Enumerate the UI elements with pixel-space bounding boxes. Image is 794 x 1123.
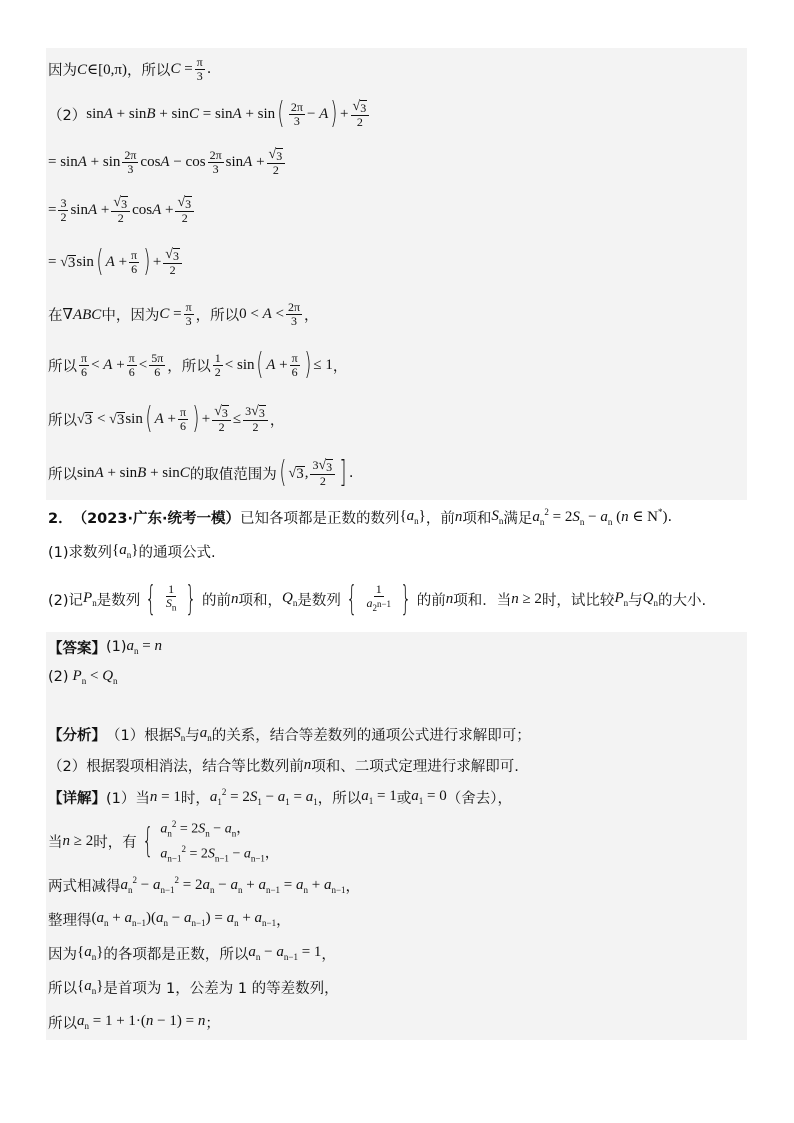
text: 所以 bbox=[48, 1015, 77, 1032]
text-line: = √ 3 sin ( A + $\frac{\pi}{6}$ ) + √ 3 2 bbox=[46, 234, 747, 290]
text: (1）当 bbox=[106, 790, 150, 807]
text-line: 所以 sinA + sinB + sinC 的取值范围为 ( √ 3 , 3 √ 3 2 ] . bbox=[46, 446, 747, 500]
problem-number: 2． bbox=[48, 510, 73, 527]
text: ，所以 bbox=[317, 790, 362, 807]
text-line: 因为 C∈[0,π) ，所以 C = $\frac{\pi}{3}$ . bbox=[46, 48, 747, 90]
text: 时，有 bbox=[93, 834, 137, 851]
text: 所以 bbox=[48, 466, 77, 483]
analysis-line: （2）根据裂项相消法，结合等比数列前 n 项和、二项式定理进行求解即可. bbox=[46, 750, 747, 780]
text-line: 在 ∇ABC 中，因为 C = $\frac{\pi}{3}$ ，所以 0 < A < $\frac{2\pi}{3}$ ， bbox=[46, 290, 747, 338]
text: 或 bbox=[396, 790, 412, 807]
text: ， bbox=[304, 307, 319, 324]
analysis-label: 【分析】 bbox=[48, 727, 106, 744]
text: (2) bbox=[48, 669, 69, 685]
text: ， bbox=[332, 358, 348, 375]
text: (1)求数列 bbox=[48, 544, 113, 561]
text: 已知各项都是正数的数列 bbox=[239, 510, 400, 527]
detail-line: 整理得 $(a_n + a_{n-1})(a_n - a_{n-1}) = a_n + a_{n-1}$ ， bbox=[46, 902, 747, 936]
detail-line: 所以 $a_n = 1 + 1\cdot(n - 1) = n$ ； bbox=[46, 1004, 747, 1040]
text: 是数列 bbox=[96, 592, 141, 609]
text-line: = sinA + sin $\frac{2\pi}{3}$ cosA − cos $\frac{2\pi}{3}$ sinA + √ 3 2 bbox=[46, 138, 747, 186]
text: . bbox=[348, 465, 354, 481]
text: 项和 bbox=[462, 510, 492, 527]
text: 与 bbox=[185, 727, 200, 744]
text: 是数列 bbox=[297, 592, 341, 609]
detail-line: 当 n ≥ 2 时，有 { $a_n^2 = 2S_n - a_n$， $a_{n-1}^2 = 2S_{n-1} - a_{n-1}$， bbox=[46, 814, 747, 868]
text: 中，因为 bbox=[101, 307, 160, 324]
text: （1）根据 bbox=[106, 727, 174, 744]
text: (1) bbox=[106, 639, 127, 655]
answer-label: 【答案】 bbox=[48, 640, 106, 657]
text: 的关系，结合等差数列的通项公式进行求解即可； bbox=[211, 727, 531, 744]
text: 所以 bbox=[48, 980, 77, 997]
detail-line: 【详解】 (1）当 n = 1 时， $a_1^2 = 2S_1 - a_1 = a_1$ ，所以 $a_1 = 1$ 或 $a_1 = 0$ （舍去）， bbox=[46, 780, 747, 814]
text: 是首项为 1，公差为 1 的等差数列， bbox=[103, 980, 339, 997]
text: 时， bbox=[180, 790, 210, 807]
text: ， bbox=[269, 412, 285, 429]
text: ，前 bbox=[425, 510, 455, 527]
question-2: (2)记 $P_n$ 是数列 { $\frac{1}{S_n}$ } 的前 n 项和， $Q_n$ 是数列 { $\frac{1}{a_{2^{n-1}}}$ } 的前 n 项和．当 n ≥ 2 时，试比较 $P_n$ 与 $Q_n$ 的大小. bbox=[46, 570, 747, 628]
answer-line: (2) $P_n < Q_n$ bbox=[46, 662, 747, 692]
text: ，所以 bbox=[195, 307, 240, 324]
problem-source: （2023·广东·统考一模） bbox=[72, 510, 240, 527]
text: 的前 bbox=[202, 592, 231, 609]
question-1: (1)求数列 $\{a_n\}$ 的通项公式. bbox=[46, 536, 747, 566]
text: 的各项都是正数，所以 bbox=[103, 946, 249, 963]
text: 两式相减得 bbox=[48, 878, 121, 895]
text: 项和， bbox=[238, 592, 282, 609]
text: ， bbox=[345, 878, 361, 895]
text: 与 bbox=[628, 592, 643, 609]
problem-header: 2． （2023·广东·统考一模） 已知各项都是正数的数列 $\{a_n\}$ ，前 n 项和 $S_n$ 满足 $a_n^2 = 2S_n - a_n$ (n ∈ N*) . bbox=[46, 502, 747, 532]
text: （舍去）， bbox=[446, 790, 512, 807]
text: ； bbox=[205, 1015, 220, 1032]
text: 项和．当 bbox=[453, 592, 512, 609]
text-line: 所以 $\frac{\pi}{6}$ < A + $\frac{\pi}{6}$ < $\frac{5\pi}{6}$ ，所以 $\frac{1}{2}$ < sin ( A + $\frac{\pi}{6}$ ) ≤ 1 ， bbox=[46, 338, 747, 392]
text: 的前 bbox=[416, 592, 446, 609]
text: 在 bbox=[48, 307, 63, 324]
spacer bbox=[46, 692, 747, 718]
text: （2）根据裂项相消法，结合等比数列前 bbox=[48, 758, 304, 775]
detail-line: 两式相减得 $a_n^2 - a_{n-1}^2 = 2a_n - a_n + a_{n-1} = a_n + a_{n-1}$ ， bbox=[46, 868, 747, 902]
text-line: 所以 √ 3 < √ 3 sin ( A + $\frac{\pi}{6}$ ) + √ 3 2 ≤ 3 √ 3 2 ， bbox=[46, 392, 747, 446]
text: 的大小. bbox=[657, 592, 707, 609]
detail-line: 所以 $\{a_n\}$ 是首项为 1，公差为 1 的等差数列， bbox=[46, 970, 747, 1004]
text: 所以 bbox=[48, 358, 77, 375]
text: ，所以 bbox=[126, 62, 171, 79]
text: . bbox=[667, 509, 673, 525]
answer-line: 【答案】 (1) $a_n = n$ bbox=[46, 632, 747, 662]
text: 的通项公式. bbox=[138, 544, 216, 561]
text: 时，试比较 bbox=[541, 592, 615, 609]
text: ， bbox=[276, 912, 291, 929]
text: 项和、二项式定理进行求解即可. bbox=[311, 758, 519, 775]
text: 满足 bbox=[503, 510, 533, 527]
analysis-line: 【分析】 （1）根据 $S_n$ 与 $a_n$ 的关系，结合等差数列的通项公式进行求解即可； bbox=[46, 718, 747, 750]
text: ，所以 bbox=[167, 358, 211, 375]
text: ， bbox=[321, 946, 336, 963]
text: 因为 bbox=[48, 62, 77, 79]
text-line: （2） sinA + sinB + sinC = sinA + sin ( $\frac{2\pi}{3}$ − A ) + √ 3 2 bbox=[46, 90, 747, 138]
text: 因为 bbox=[48, 946, 77, 963]
text: （2） bbox=[48, 107, 87, 124]
text-line: = $\frac{3}{2}$ sinA + √ 3 2 cosA + √ 3 2 bbox=[46, 186, 747, 234]
text: 所以 bbox=[48, 412, 77, 429]
text: 当 bbox=[48, 834, 63, 851]
detail-label: 【详解】 bbox=[48, 790, 106, 807]
text: (2)记 bbox=[48, 592, 84, 609]
detail-line: 因为 $\{a_n\}$ 的各项都是正数，所以 $a_n - a_{n-1} = 1$ ， bbox=[46, 936, 747, 970]
text: 的取值范围为 bbox=[189, 466, 277, 483]
text: 整理得 bbox=[48, 912, 92, 929]
